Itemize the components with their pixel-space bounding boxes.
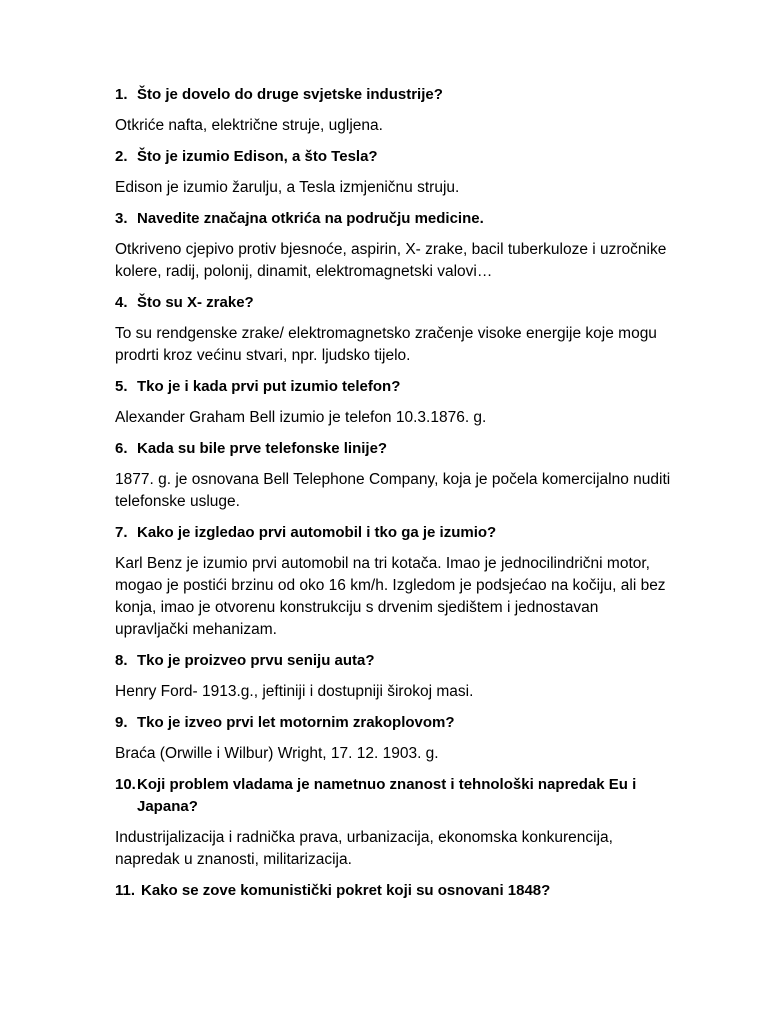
question-number: 7. [115,524,128,541]
answer-9: Braća (Orwille i Wilbur) Wright, 17. 12. 1903. g. [115,745,439,762]
question-number: 4. [115,294,128,311]
question-3 [115,208,675,230]
question-text: Što je dovelo do druge svjetske industrije? [137,86,443,103]
question-9 [115,712,675,734]
question-text: Navedite značajna otkrića na području medicine. [137,210,484,227]
question-10 [115,774,675,818]
question-text: Što su X- zrake? [137,294,254,311]
question-text: Koji problem vladama je nametnuo znanost i tehnološki napredak Eu i Japana? [137,776,637,815]
question-2 [115,146,675,168]
answer-6: 1877. g. je osnovana Bell Telephone Company, koja je počela komercijalno nuditi telefonske usluge. [115,471,671,510]
answer-1: Otkriće nafta, električne struje, ugljena. [115,117,383,134]
question-number: 5. [115,378,128,395]
question-5 [115,376,675,398]
question-text: Kako se zove komunistički pokret koji su osnovani 1848? [141,882,551,899]
qa-item-1 [115,84,675,137]
answer-2: Edison je izumio žarulju, a Tesla izmjeničnu struju. [115,179,460,196]
question-4 [115,292,675,314]
question-number: 9. [115,714,128,731]
question-number: 11. [115,882,136,899]
qa-item-4 [115,292,675,367]
qa-item-2 [115,146,675,199]
qa-list [115,84,675,911]
answer-5: Alexander Graham Bell izumio je telefon 10.3.1876. g. [115,409,487,426]
answer-8: Henry Ford- 1913.g., jeftiniji i dostupniji širokoj masi. [115,683,474,700]
question-6 [115,438,675,460]
question-text: Tko je i kada prvi put izumio telefon? [137,378,401,395]
qa-item-8 [115,650,675,703]
qa-item-3 [115,208,675,283]
qa-item-5 [115,376,675,429]
qa-item-7 [115,522,675,641]
question-text: Tko je proizveo prvu seniju auta? [137,652,375,669]
qa-item-11 [115,880,675,902]
question-number: 10. [115,776,136,793]
question-number: 2. [115,148,128,165]
question-text: Što je izumio Edison, a što Tesla? [137,148,378,165]
question-number: 3. [115,210,128,227]
question-text: Kada su bile prve telefonske linije? [137,440,388,457]
qa-item-6 [115,438,675,513]
qa-item-10 [115,774,675,871]
answer-3: Otkriveno cjepivo protiv bjesnoće, aspirin, X- zrake, bacil tuberkuloze i uzročnike kolere, radij, polonij, dinamit, elektromagnetski valovi… [115,241,667,280]
answer-4: To su rendgenske zrake/ elektromagnetsko zračenje visoke energije koje mogu prodrti kroz većinu stvari, npr. ljudsko tijelo. [115,325,657,364]
question-11 [115,880,675,902]
answer-10: Industrijalizacija i radnička prava, urbanizacija, ekonomska konkurencija, napredak u znanosti, militarizacija. [115,829,613,868]
question-number: 6. [115,440,128,457]
question-number: 8. [115,652,128,669]
question-text: Kako je izgledao prvi automobil i tko ga je izumio? [137,524,497,541]
qa-item-9 [115,712,675,765]
question-7 [115,522,675,544]
question-text: Tko je izveo prvi let motornim zrakoplovom? [137,714,455,731]
question-number: 1. [115,86,128,103]
question-8 [115,650,675,672]
answer-7: Karl Benz je izumio prvi automobil na tri kotača. Imao je jednocilindrični motor, mogao je postići brzinu od oko 16 km/h. Izgledom je podsjećao na kočiju, ali bez konja, imao je otvorenu konstrukciju s drvenim sjedištem i jednostavan upravljački mehanizam. [115,555,666,638]
question-1 [115,84,675,106]
